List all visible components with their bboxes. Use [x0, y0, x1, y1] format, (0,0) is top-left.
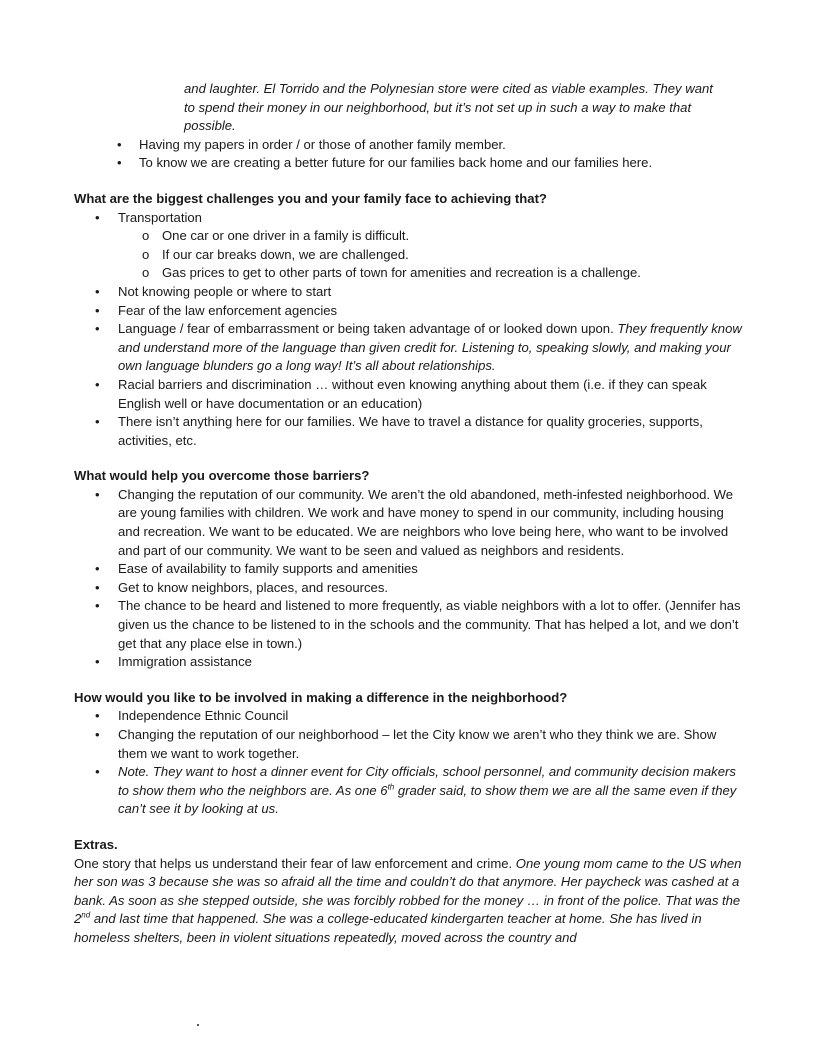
list-item-text: Racial barriers and discrimination … without even knowing anything about them (i.e. if they can speak English well or have documentation or an education) — [118, 376, 707, 411]
bullet-icon: • — [95, 561, 100, 577]
extras-story-text-cont: and last time that happened. She was a college-educated kindergarten teacher at home. She has lived in homeless shelters, been in violent situations repeatedly, moved across the country and — [74, 911, 702, 945]
list-item-text-cont: grader said, to show them we are all the same even if they can’t see it by looking at us. — [118, 782, 737, 817]
extras-intro-text: One story that helps us understand their fear of law enforcement and crime. — [74, 855, 513, 871]
bullet-icon: • — [95, 209, 100, 225]
list-item-text: Language / fear of embarrassment or being taken advantage of or looked down upon. — [118, 321, 614, 337]
list-item — [74, 653, 744, 672]
list-item — [74, 302, 744, 321]
list-item-text: Ease of availability to family supports and amenities — [118, 561, 418, 577]
involvement-list — [74, 707, 744, 819]
list-item-text: Changing the reputation of our community. We aren’t the old abandoned, meth-infested neighborhood. We are young families with children. We work and have money to spend in our community, including housing and recreation. We want to be educated. We are neighbors who love being here, who want to be involved and part of our community. We want to be seen and valued as neighbors and residents. — [118, 486, 734, 558]
extras-story-text: One young mom came to the US when her son was 3 because she was so afraid all the time and couldn’t do that anymore. Her paycheck was cashed at a bank. As soon as she stepped outside, she was forcibly robbed for the money … in front of the police. That was the 2 — [74, 855, 742, 927]
scan-speck — [197, 1024, 199, 1026]
list-item — [74, 763, 744, 819]
list-item-text: There isn’t anything here for our families. We have to travel a distance for quality groceries, supports, activities, etc. — [118, 414, 703, 448]
list-item-text: To know we are creating a better future for our families back home and our families here. — [139, 155, 653, 171]
list-item-text: Transportation — [118, 209, 202, 225]
list-item-text: The chance to be heard and listened to more frequently, as viable neighbors with a lot to offer. (Jennifer has given us the chance to be listened to in the schools and the community. That has helped a lot, and we don’t get that any place else in town.) — [118, 598, 741, 651]
section-heading-involvement: How would you like to be involved in making a difference in the neighborhood? — [74, 689, 568, 705]
intro-continuation-line-3: possible. — [184, 118, 236, 134]
bullet-icon: • — [95, 654, 100, 670]
bullet-icon: • — [95, 302, 100, 318]
list-item-text: Not knowing people or where to start — [118, 283, 332, 299]
bullet-icon: • — [95, 727, 100, 742]
ordinal-suffix: th — [387, 782, 395, 792]
bullet-icon: • — [95, 764, 100, 780]
list-item — [74, 283, 744, 302]
circle-bullet-icon: o — [142, 246, 150, 262]
sub-list-item — [74, 246, 744, 265]
extras-paragraph — [74, 855, 744, 948]
list-item-text: Fear of the law enforcement agencies — [118, 302, 338, 318]
list-item — [74, 726, 744, 763]
barriers-list — [74, 486, 744, 672]
list-item — [74, 154, 744, 173]
bullet-icon: • — [117, 155, 122, 171]
sub-list-item-text: One car or one driver in a family is difficult. — [162, 228, 410, 244]
list-item-text: Get to know neighbors, places, and resources. — [118, 579, 389, 595]
sub-list-item — [74, 264, 744, 283]
bullet-icon: • — [95, 598, 100, 614]
section-heading-challenges: What are the biggest challenges you and your family face to achieving that? — [74, 190, 547, 206]
bullet-icon: • — [95, 486, 100, 502]
list-item — [74, 579, 744, 598]
list-item — [74, 413, 744, 450]
circle-bullet-icon: o — [142, 228, 150, 244]
circle-bullet-icon: o — [142, 265, 150, 281]
bullet-icon: • — [117, 136, 122, 152]
document-body — [74, 80, 744, 948]
bullet-icon: • — [95, 321, 100, 337]
bullet-icon: • — [95, 376, 100, 392]
bullet-icon: • — [95, 579, 100, 595]
bullet-icon: • — [95, 283, 100, 299]
bullet-icon: • — [95, 414, 100, 430]
section-heading-barriers: What would help you overcome those barriers? — [74, 468, 370, 484]
list-item-text: Having my papers in order / or those of another family member. — [139, 136, 506, 152]
list-item — [74, 376, 744, 413]
list-item-text: Changing the reputation of our neighborhood – let the City know we aren’t who they think we are. Show them we want to work together. — [118, 727, 717, 761]
challenges-list — [74, 209, 744, 451]
list-item — [74, 707, 744, 726]
sub-list-item-text: If our car breaks down, we are challenged. — [162, 246, 409, 262]
list-item-text: Independence Ethnic Council — [118, 708, 289, 724]
list-item-note: They frequently know and understand more of the language than given credit for. Listening to, speaking slowly, and making your own language blunders go a long way! It’s all about relationships. — [118, 321, 742, 374]
intro-list — [74, 136, 744, 173]
list-item — [74, 560, 744, 579]
sub-list-item — [74, 227, 744, 246]
intro-continuation-line-2: to spend their money in our neighborhood, but it’s not set up in such a way to make that — [184, 99, 692, 115]
ordinal-suffix: nd — [81, 910, 91, 920]
list-item — [74, 486, 744, 560]
list-item — [74, 209, 744, 228]
list-item — [74, 136, 744, 155]
list-item-text: Note. They want to host a dinner event for City officials, school personnel, and community decision makers to show them who the neighbors are. As one 6 — [118, 764, 736, 798]
sub-list-item-text: Gas prices to get to other parts of town for amenities and recreation is a challenge. — [162, 265, 641, 281]
list-item — [74, 597, 744, 653]
list-item-text: Immigration assistance — [118, 654, 252, 670]
extras-heading: Extras. — [74, 836, 118, 852]
bullet-icon: • — [95, 708, 100, 724]
list-item — [74, 320, 744, 376]
intro-continuation-line-1: and laughter. El Torrido and the Polynesian store were cited as viable examples. They want — [184, 81, 713, 96]
